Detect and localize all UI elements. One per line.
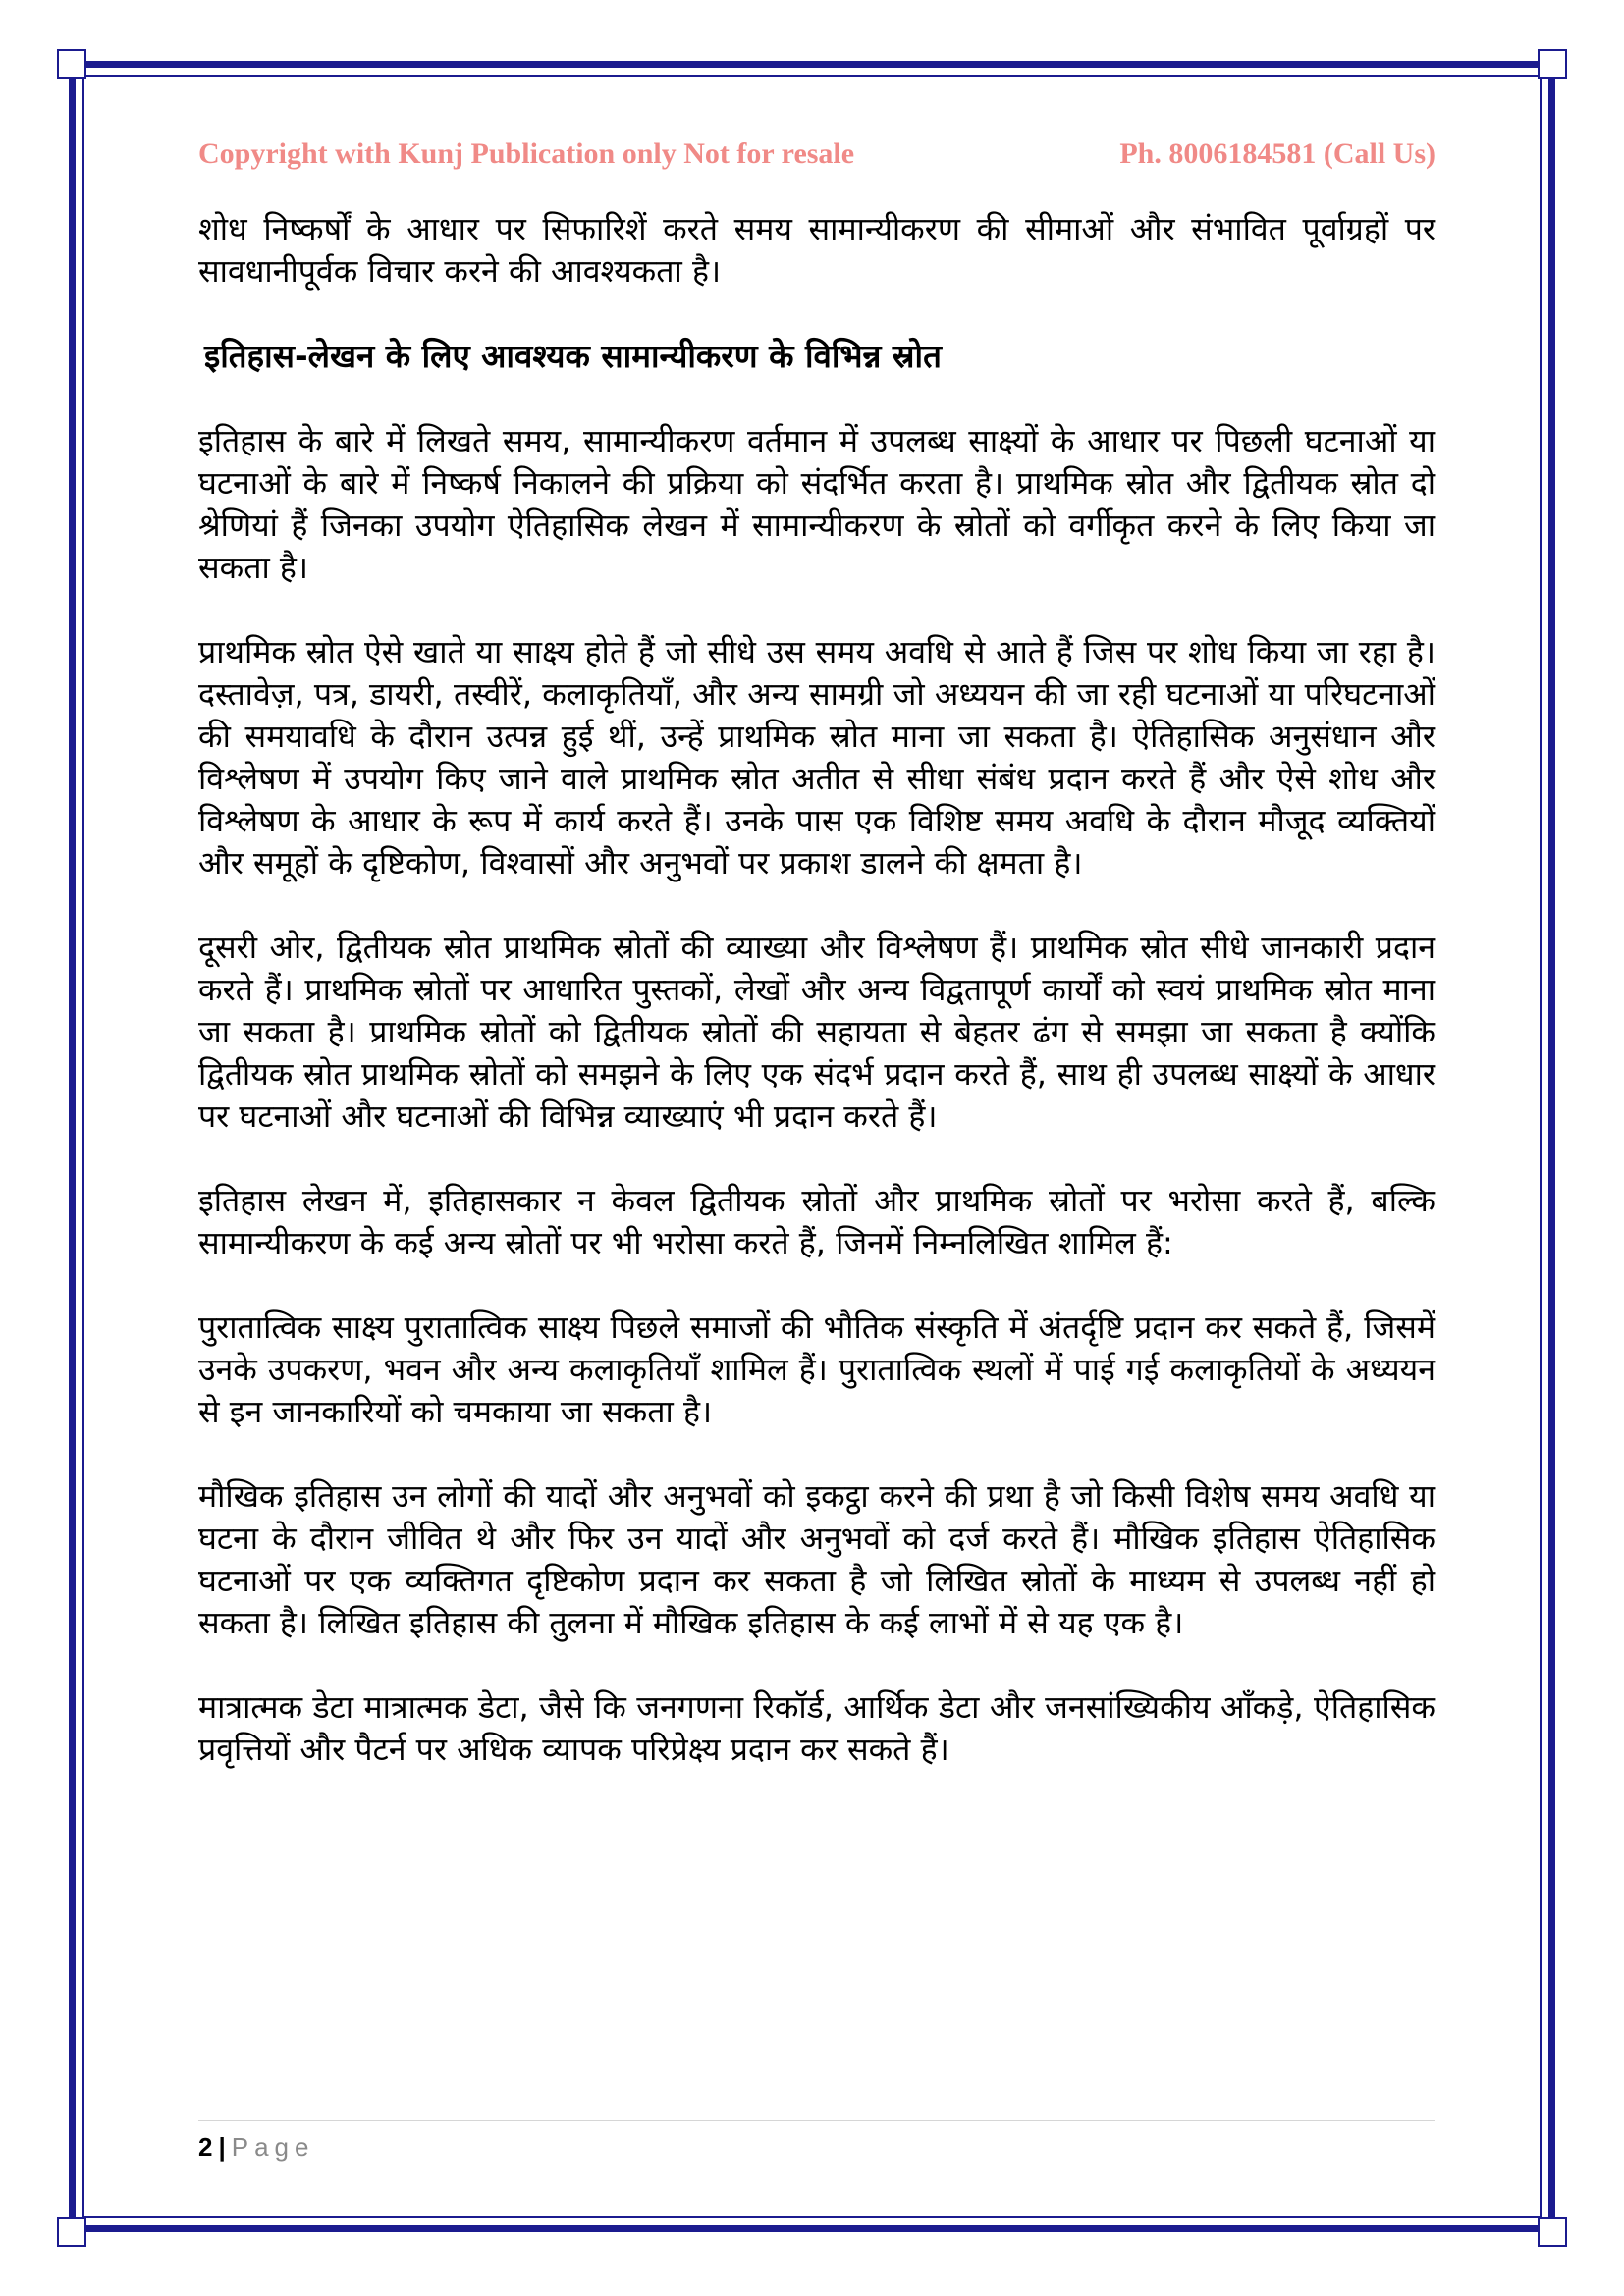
paragraph: इतिहास के बारे में लिखते समय, सामान्यीकरण वर्तमान में उपलब्ध साक्ष्यों के आधार पर पिछली घटनाओं या घटनाओं के बारे में निष्कर्ष निकालने की प्रक्रिया को संदर्भित करता है। प्राथमिक स्रोत और द्वितीयक स्रोत दो श्रेणियां हैं जिनका उपयोग ऐतिहासिक लेखन में सामान्यीकरण के स्रोतों को वर्गीकृत करने के लिए किया जा सकता है। xyxy=(198,422,1435,586)
footer-divider xyxy=(198,2120,1435,2121)
page-footer xyxy=(198,2132,314,2163)
paragraph: प्राथमिक स्रोत ऐसे खाते या साक्ष्य होते हैं जो सीधे उस समय अवधि से आते हैं जिस पर शोध किया जा रहा है। दस्तावेज़, पत्र, डायरी, तस्वीरें, कलाकृतियाँ, और अन्य सामग्री जो अध्ययन की जा रही घटनाओं या परिघटनाओं की समयावधि के दौरान उत्पन्न हुई थीं, उन्हें प्राथमिक स्रोत माना जा सकता है। ऐतिहासिक अनुसंधान और विश्लेषण में उपयोग किए जाने वाले प्राथमिक स्रोत अतीत से सीधा संबंध प्रदान करते हैं और ऐसे शोध और विश्लेषण के आधार के रूप में कार्य करते हैं। उनके पास एक विशिष्ट समय अवधि के दौरान मौजूद व्यक्तियों और समूहों के दृष्टिकोण, विश्वासों और अनुभवों पर प्रकाश डालने की क्षमता है। xyxy=(198,633,1435,881)
border-corner-ornament xyxy=(1538,2217,1567,2247)
border-corner-ornament xyxy=(1538,49,1567,79)
border-corner-ornament xyxy=(57,49,86,79)
copyright-notice: Copyright with Kunj Publication only Not for resale xyxy=(198,137,855,170)
paragraph: मात्रात्मक डेटा मात्रात्मक डेटा, जैसे कि जनगणना रिकॉर्ड, आर्थिक डेटा और जनसांख्यिकीय आँकड़े, ऐतिहासिक प्रवृत्तियों और पैटर्न पर अधिक व्यापक परिप्रेक्ष्य प्रदान कर सकते हैं। xyxy=(198,1688,1435,1768)
page-header xyxy=(198,137,1435,171)
footer-separator: | xyxy=(218,2132,226,2162)
border-corner-ornament xyxy=(57,2217,86,2247)
page-label: Page xyxy=(231,2132,315,2162)
paragraph: दूसरी ओर, द्वितीयक स्रोत प्राथमिक स्रोतों की व्याख्या और विश्लेषण हैं। प्राथमिक स्रोत सीधे जानकारी प्रदान करते हैं। प्राथमिक स्रोतों पर आधारित पुस्तकों, लेखों और अन्य विद्वतापूर्ण कार्यों को स्वयं प्राथमिक स्रोत माना जा सकता है। प्राथमिक स्रोतों को द्वितीयक स्रोतों की सहायता से बेहतर ढंग से समझा जा सकता है क्योंकि द्वितीयक स्रोत प्राथमिक स्रोतों को समझने के लिए एक संदर्भ प्रदान करते हैं, साथ ही उपलब्ध साक्ष्यों के आधार पर घटनाओं और घटनाओं की विभिन्न व्याख्याएं भी प्रदान करते हैं। xyxy=(198,929,1435,1135)
section-heading: इतिहास-लेखन के लिए आवश्यक सामान्यीकरण के विभिन्न स्रोत xyxy=(204,337,942,375)
paragraph: इतिहास लेखन में, इतिहासकार न केवल द्वितीयक स्रोतों और प्राथमिक स्रोतों पर भरोसा करते हैं, बल्कि सामान्यीकरण के कई अन्य स्रोतों पर भी भरोसा करते हैं, जिनमें निम्नलिखित शामिल हैं: xyxy=(198,1182,1435,1261)
paragraph: शोध निष्कर्षों के आधार पर सिफारिशें करते समय सामान्यीकरण की सीमाओं और संभावित पूर्वाग्रहों पर सावधानीपूर्वक विचार करने की आवश्यकता है। xyxy=(198,210,1435,290)
paragraph: मौखिक इतिहास उन लोगों की यादों और अनुभवों को इकट्ठा करने की प्रथा है जो किसी विशेष समय अवधि या घटना के दौरान जीवित थे और फिर उन यादों और अनुभवों को दर्ज करते हैं। मौखिक इतिहास ऐतिहासिक घटनाओं पर एक व्यक्तिगत दृष्टिकोण प्रदान कर सकता है जो लिखित स्रोतों के माध्यम से उपलब्ध नहीं हो सकता है। लिखित इतिहास की तुलना में मौखिक इतिहास के कई लाभों में से यह एक है। xyxy=(198,1477,1435,1641)
paragraph: पुरातात्विक साक्ष्य पुरातात्विक साक्ष्य पिछले समाजों की भौतिक संस्कृति में अंतर्दृष्टि प्रदान कर सकते हैं, जिसमें उनके उपकरण, भवन और अन्य कलाकृतियाँ शामिल हैं। पुरातात्विक स्थलों में पाई गई कलाकृतियों के अध्ययन से इन जानकारियों को चमकाया जा सकता है। xyxy=(198,1308,1435,1430)
document-body xyxy=(198,208,1435,1813)
contact-phone: Ph. 8006184581 (Call Us) xyxy=(1119,137,1435,170)
page-number: 2 xyxy=(198,2132,213,2162)
